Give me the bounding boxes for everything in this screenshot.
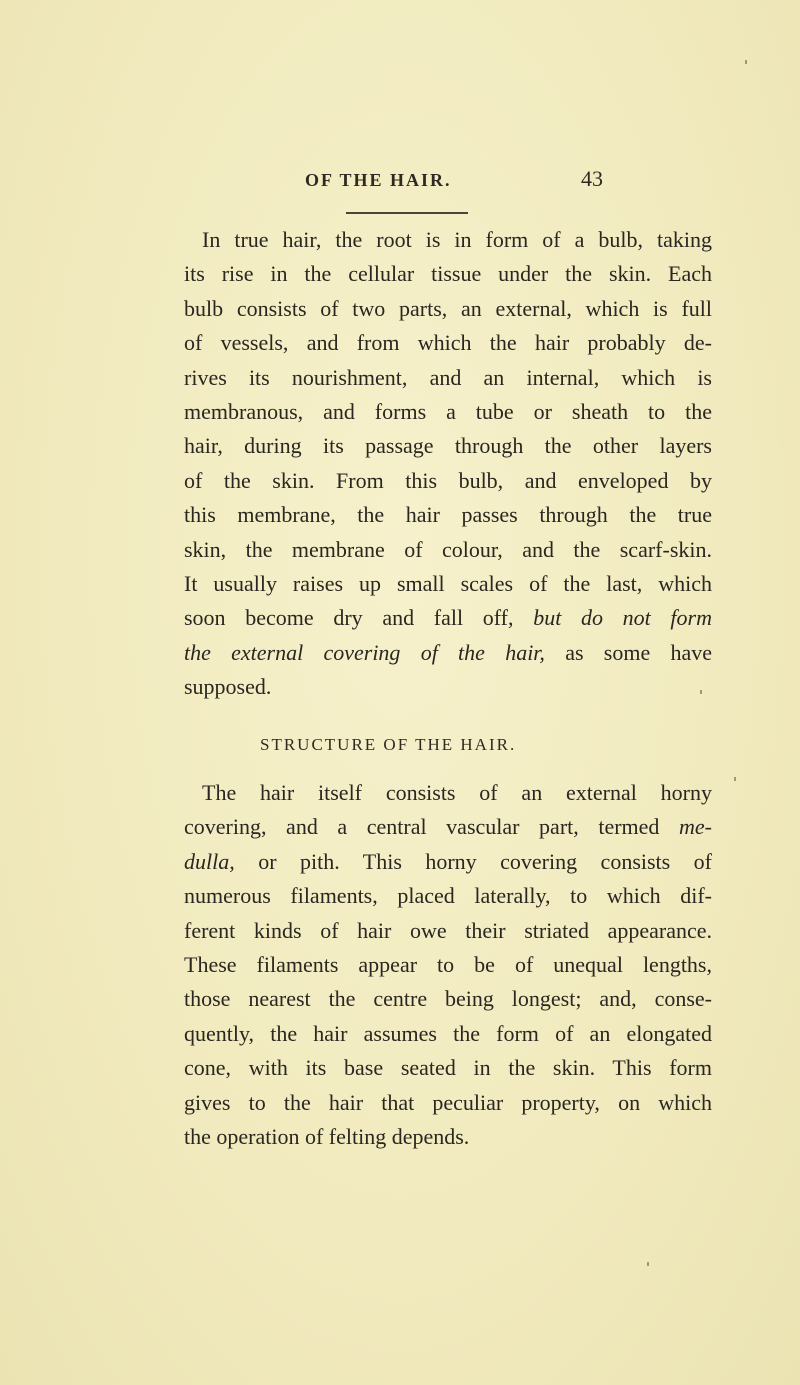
paper-speck [647, 1262, 649, 1266]
text-line: gives to the hair that peculiar property, on which [184, 1089, 712, 1115]
text-plain: soon become dry and fall off, [184, 605, 514, 631]
text-line-mixed [184, 636, 712, 670]
text-line: of vessels, and from which the hair probably de- [184, 330, 712, 356]
text-line: The hair itself consists of an external horny [202, 780, 712, 805]
page-number: 43 [581, 166, 603, 191]
running-head: OF THE HAIR. [305, 170, 452, 190]
text-plain: as some have [565, 639, 713, 665]
text-line: the operation of felting depends. [184, 1124, 470, 1150]
text-plain: covering, and a central vascular part, termed [184, 814, 660, 840]
text-italic: but do not form [533, 605, 712, 631]
section-heading: STRUCTURE OF THE HAIR. [260, 735, 517, 754]
text-line: those nearest the centre being longest; and, conse- [184, 986, 712, 1012]
header-rule [346, 212, 468, 214]
text-line: skin, the membrane of colour, and the scarf-skin. [184, 536, 712, 562]
text-line-mixed [184, 845, 712, 879]
text-plain: or pith. This horny covering consists of [258, 848, 713, 874]
text-line-mixed [184, 810, 712, 844]
text-line: numerous filaments, placed laterally, to which dif- [184, 883, 712, 909]
text-line: bulb consists of two parts, an external, which is full [184, 295, 712, 321]
text-line: rives its nourishment, and an internal, which is [184, 364, 712, 390]
paper-speck [745, 60, 747, 64]
text-line: It usually raises up small scales of the last, which [184, 571, 712, 597]
paper-speck [734, 777, 736, 781]
text-line: supposed. [184, 674, 272, 700]
text-line: cone, with its base seated in the skin. This form [184, 1055, 712, 1081]
text-line: hair, during its passage through the other layers [184, 433, 712, 459]
text-line: membranous, and forms a tube or sheath to the [184, 399, 712, 425]
text-line: of the skin. From this bulb, and enveloped by [184, 467, 712, 493]
text-line: In true hair, the root is in form of a bulb, taking [202, 227, 712, 252]
text-line: ferent kinds of hair owe their striated appearance. [184, 917, 712, 943]
text-line: this membrane, the hair passes through the true [184, 502, 712, 528]
text-italic: the external covering of the hair, [184, 639, 545, 665]
text-line: its rise in the cellular tissue under the skin. Each [184, 261, 712, 287]
text-line-mixed [184, 601, 712, 635]
paper-speck [700, 690, 702, 694]
text-line: quently, the hair assumes the form of an elongated [184, 1020, 712, 1046]
text-italic: dulla, [184, 848, 235, 874]
text-italic: me- [679, 814, 713, 840]
paragraph-bulb [184, 223, 712, 705]
text-line: These filaments appear to be of unequal lengths, [184, 952, 712, 978]
paragraph-structure [184, 776, 712, 1154]
